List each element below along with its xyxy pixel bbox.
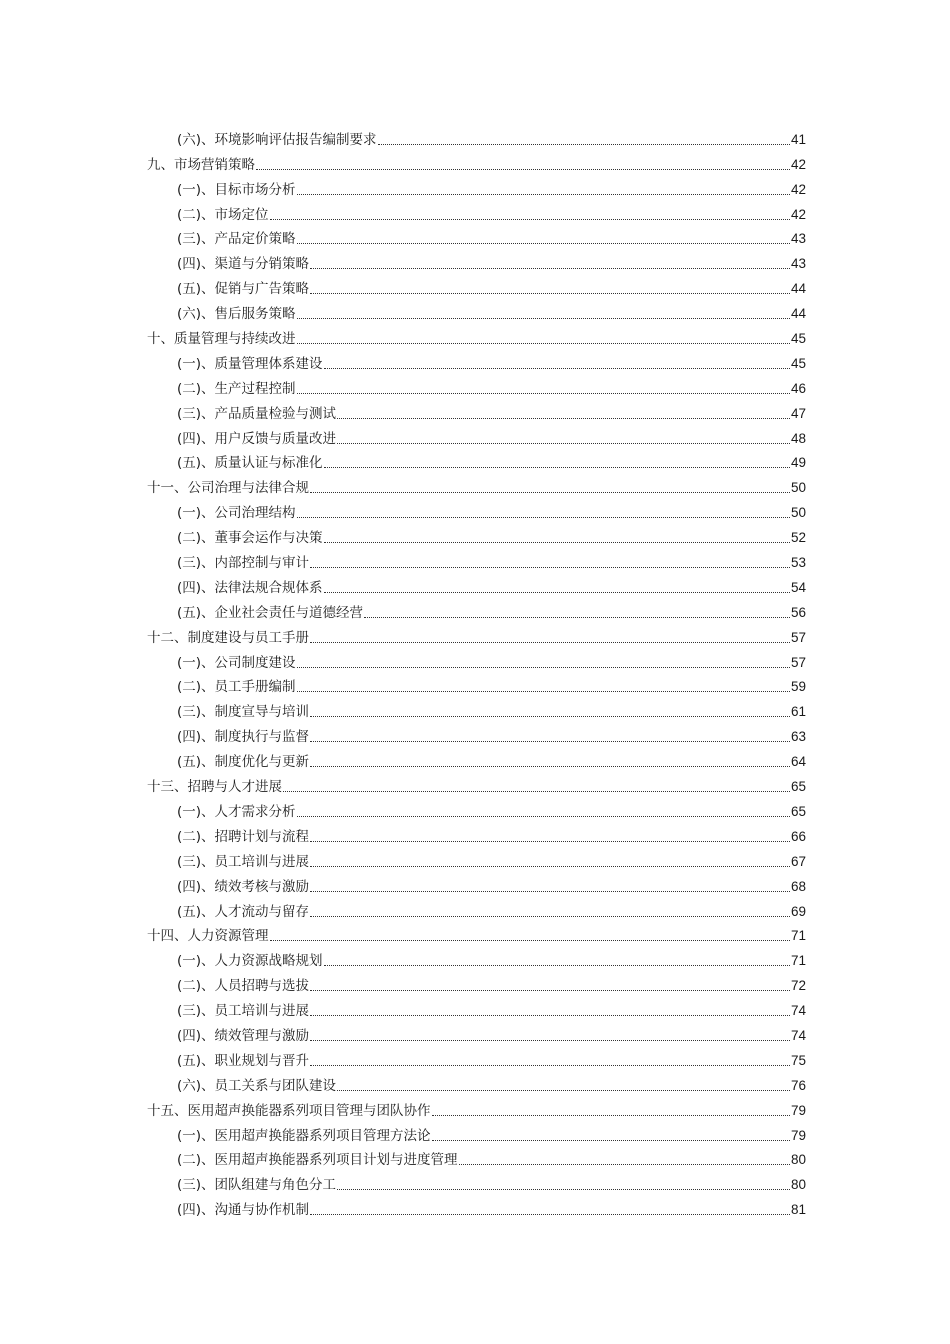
table-of-contents — [147, 124, 806, 1219]
toc-section-entry[interactable] — [147, 522, 806, 547]
toc-page-number: 44 — [790, 281, 806, 297]
dot-leader — [324, 367, 790, 369]
dot-leader — [310, 765, 790, 767]
toc-entry-title: (二)、医用超声换能器系列项目计划与进度管理 — [177, 1152, 458, 1169]
toc-entry-title: (二)、招聘计划与流程 — [177, 828, 310, 845]
toc-chapter-entry[interactable] — [147, 1095, 806, 1120]
toc-entry-title: (二)、生产过程控制 — [177, 380, 296, 397]
toc-entry-title: (六)、环境影响评估报告编制要求 — [177, 131, 377, 148]
toc-chapter-entry[interactable] — [147, 622, 806, 647]
toc-page-number: 75 — [790, 1052, 806, 1068]
toc-section-entry[interactable] — [147, 746, 806, 771]
toc-entry-title: (三)、制度宣导与培训 — [177, 704, 310, 721]
toc-page-number: 80 — [790, 1177, 806, 1193]
dot-leader — [297, 242, 790, 244]
toc-entry-title: 十五、医用超声换能器系列项目管理与团队协作 — [147, 1102, 431, 1119]
toc-entry-title: (一)、人力资源战略规划 — [177, 953, 323, 970]
toc-page-number: 59 — [790, 679, 806, 695]
toc-section-entry[interactable] — [147, 1020, 806, 1045]
toc-page-number: 57 — [790, 654, 806, 670]
toc-entry-title: 九、市场营销策略 — [147, 156, 255, 173]
toc-entry-title: (一)、目标市场分析 — [177, 181, 296, 198]
toc-page-number: 43 — [790, 231, 806, 247]
toc-section-entry[interactable] — [147, 1169, 806, 1194]
toc-page-number: 64 — [790, 754, 806, 770]
toc-entry-title: (四)、沟通与协作机制 — [177, 1202, 310, 1219]
toc-page-number: 71 — [790, 928, 806, 944]
toc-section-entry[interactable] — [147, 896, 806, 921]
toc-page-number: 44 — [790, 306, 806, 322]
toc-chapter-entry[interactable] — [147, 771, 806, 796]
dot-leader — [310, 890, 790, 892]
toc-entry-title: 十四、人力资源管理 — [147, 928, 269, 945]
dot-leader — [297, 317, 790, 319]
toc-page-number: 50 — [790, 480, 806, 496]
dot-leader — [364, 616, 790, 618]
dot-leader — [310, 715, 790, 717]
toc-section-entry[interactable] — [147, 124, 806, 149]
dot-leader — [337, 417, 790, 419]
dot-leader — [256, 168, 790, 170]
toc-page-number: 61 — [790, 704, 806, 720]
toc-page-number: 42 — [790, 206, 806, 222]
toc-entry-title: (六)、售后服务策略 — [177, 306, 296, 323]
toc-chapter-entry[interactable] — [147, 472, 806, 497]
dot-leader — [310, 641, 790, 643]
toc-page-number: 57 — [790, 629, 806, 645]
toc-page-number: 72 — [790, 978, 806, 994]
toc-section-entry[interactable] — [147, 273, 806, 298]
dot-leader — [310, 1039, 790, 1041]
toc-chapter-entry[interactable] — [147, 921, 806, 946]
toc-page-number: 53 — [790, 555, 806, 571]
toc-page-number: 76 — [790, 1077, 806, 1093]
toc-entry-title: (五)、质量认证与标准化 — [177, 455, 323, 472]
toc-page-number: 46 — [790, 380, 806, 396]
toc-section-entry[interactable] — [147, 821, 806, 846]
toc-page-number: 54 — [790, 579, 806, 595]
toc-page-number: 74 — [790, 1003, 806, 1019]
toc-section-entry[interactable] — [147, 1145, 806, 1170]
toc-page-number: 42 — [790, 181, 806, 197]
toc-entry-title: (四)、用户反馈与质量改进 — [177, 430, 337, 447]
dot-leader — [310, 865, 790, 867]
toc-section-entry[interactable] — [147, 970, 806, 995]
toc-page-number: 45 — [790, 355, 806, 371]
toc-section-entry[interactable] — [147, 547, 806, 572]
toc-page-number: 74 — [790, 1027, 806, 1043]
toc-section-entry[interactable] — [147, 846, 806, 871]
dot-leader — [337, 442, 790, 444]
dot-leader — [459, 1163, 790, 1165]
toc-entry-title: (二)、董事会运作与决策 — [177, 530, 323, 547]
toc-section-entry[interactable] — [147, 373, 806, 398]
toc-section-entry[interactable] — [147, 1194, 806, 1219]
toc-entry-title: (五)、职业规划与晋升 — [177, 1052, 310, 1069]
dot-leader — [310, 989, 790, 991]
toc-section-entry[interactable] — [147, 796, 806, 821]
dot-leader — [310, 292, 790, 294]
toc-section-entry[interactable] — [147, 647, 806, 672]
dot-leader — [324, 541, 790, 543]
toc-page-number: 69 — [790, 903, 806, 919]
toc-entry-title: (五)、促销与广告策略 — [177, 281, 310, 298]
toc-page-number: 56 — [790, 604, 806, 620]
toc-page-number: 79 — [790, 1102, 806, 1118]
toc-section-entry[interactable] — [147, 248, 806, 273]
toc-page-number: 67 — [790, 853, 806, 869]
toc-section-entry[interactable] — [147, 1070, 806, 1095]
toc-section-entry[interactable] — [147, 721, 806, 746]
toc-section-entry[interactable] — [147, 497, 806, 522]
dot-leader — [337, 1089, 790, 1091]
dot-leader — [283, 790, 790, 792]
toc-entry-title: (五)、制度优化与更新 — [177, 754, 310, 771]
toc-section-entry[interactable] — [147, 1045, 806, 1070]
toc-section-entry[interactable] — [147, 199, 806, 224]
dot-leader — [297, 666, 790, 668]
toc-section-entry[interactable] — [147, 224, 806, 249]
dot-leader — [310, 1213, 790, 1215]
toc-entry-title: (二)、员工手册编制 — [177, 679, 296, 696]
toc-section-entry[interactable] — [147, 995, 806, 1020]
toc-section-entry[interactable] — [147, 572, 806, 597]
dot-leader — [297, 516, 790, 518]
dot-leader — [310, 267, 790, 269]
toc-entry-title: (一)、人才需求分析 — [177, 803, 296, 820]
toc-page-number: 41 — [790, 131, 806, 147]
toc-page-number: 52 — [790, 530, 806, 546]
toc-page-number: 71 — [790, 953, 806, 969]
toc-entry-title: (四)、绩效考核与激励 — [177, 878, 310, 895]
toc-page-number: 63 — [790, 729, 806, 745]
dot-leader — [310, 566, 790, 568]
toc-entry-title: (四)、渠道与分销策略 — [177, 256, 310, 273]
toc-section-entry[interactable] — [147, 348, 806, 373]
dot-leader — [337, 1188, 790, 1190]
toc-entry-title: (三)、员工培训与进展 — [177, 1003, 310, 1020]
dot-leader — [432, 1139, 790, 1141]
toc-entry-title: (三)、内部控制与审计 — [177, 555, 310, 572]
toc-entry-title: (二)、人员招聘与选拔 — [177, 978, 310, 995]
dot-leader — [297, 690, 790, 692]
toc-page-number: 45 — [790, 331, 806, 347]
dot-leader — [270, 218, 790, 220]
dot-leader — [310, 740, 790, 742]
toc-page-number: 48 — [790, 430, 806, 446]
toc-page-number: 65 — [790, 779, 806, 795]
toc-entry-title: (三)、产品定价策略 — [177, 231, 296, 248]
dot-leader — [297, 193, 790, 195]
toc-section-entry[interactable] — [147, 448, 806, 473]
toc-entry-title: (四)、绩效管理与激励 — [177, 1027, 310, 1044]
dot-leader — [324, 466, 790, 468]
toc-entry-title: (一)、医用超声换能器系列项目管理方法论 — [177, 1127, 431, 1144]
toc-entry-title: (五)、人才流动与留存 — [177, 903, 310, 920]
dot-leader — [310, 1064, 790, 1066]
toc-page-number: 68 — [790, 878, 806, 894]
toc-page-number: 50 — [790, 505, 806, 521]
toc-section-entry[interactable] — [147, 174, 806, 199]
dot-leader — [432, 1114, 790, 1116]
dot-leader — [310, 840, 790, 842]
toc-entry-title: (一)、质量管理体系建设 — [177, 355, 323, 372]
toc-section-entry[interactable] — [147, 597, 806, 622]
toc-section-entry[interactable] — [147, 696, 806, 721]
toc-entry-title: 十一、公司治理与法律合规 — [147, 480, 309, 497]
toc-page-number: 81 — [790, 1202, 806, 1218]
toc-section-entry[interactable] — [147, 398, 806, 423]
toc-entry-title: (一)、公司制度建设 — [177, 654, 296, 671]
toc-entry-title: (一)、公司治理结构 — [177, 505, 296, 522]
dot-leader — [297, 342, 790, 344]
dot-leader — [324, 964, 790, 966]
toc-page-number: 49 — [790, 455, 806, 471]
toc-section-entry[interactable] — [147, 672, 806, 697]
toc-entry-title: (三)、产品质量检验与测试 — [177, 405, 337, 422]
toc-entry-title: (三)、员工培训与进展 — [177, 853, 310, 870]
toc-entry-title: 十二、制度建设与员工手册 — [147, 629, 309, 646]
toc-section-entry[interactable] — [147, 423, 806, 448]
toc-entry-title: (六)、员工关系与团队建设 — [177, 1077, 337, 1094]
toc-section-entry[interactable] — [147, 298, 806, 323]
toc-entry-title: 十三、招聘与人才进展 — [147, 779, 282, 796]
dot-leader — [297, 392, 790, 394]
dot-leader — [310, 915, 790, 917]
toc-chapter-entry[interactable] — [147, 149, 806, 174]
toc-entry-title: (三)、团队组建与角色分工 — [177, 1177, 337, 1194]
toc-entry-title: 十、质量管理与持续改进 — [147, 331, 296, 348]
dot-leader — [324, 591, 790, 593]
toc-entry-title: (五)、企业社会责任与道德经营 — [177, 604, 364, 621]
toc-page-number: 43 — [790, 256, 806, 272]
toc-page-number: 79 — [790, 1127, 806, 1143]
toc-entry-title: (四)、制度执行与监督 — [177, 729, 310, 746]
dot-leader — [310, 1014, 790, 1016]
toc-page-number: 47 — [790, 405, 806, 421]
toc-page-number: 80 — [790, 1152, 806, 1168]
toc-section-entry[interactable] — [147, 1120, 806, 1145]
dot-leader — [310, 491, 790, 493]
toc-page-number: 42 — [790, 156, 806, 172]
toc-entry-title: (四)、法律法规合规体系 — [177, 579, 323, 596]
toc-page-number: 65 — [790, 803, 806, 819]
dot-leader — [378, 143, 790, 145]
dot-leader — [270, 939, 790, 941]
dot-leader — [297, 815, 790, 817]
toc-section-entry[interactable] — [147, 871, 806, 896]
toc-page-number: 66 — [790, 828, 806, 844]
toc-chapter-entry[interactable] — [147, 323, 806, 348]
toc-entry-title: (二)、市场定位 — [177, 206, 269, 223]
toc-section-entry[interactable] — [147, 945, 806, 970]
